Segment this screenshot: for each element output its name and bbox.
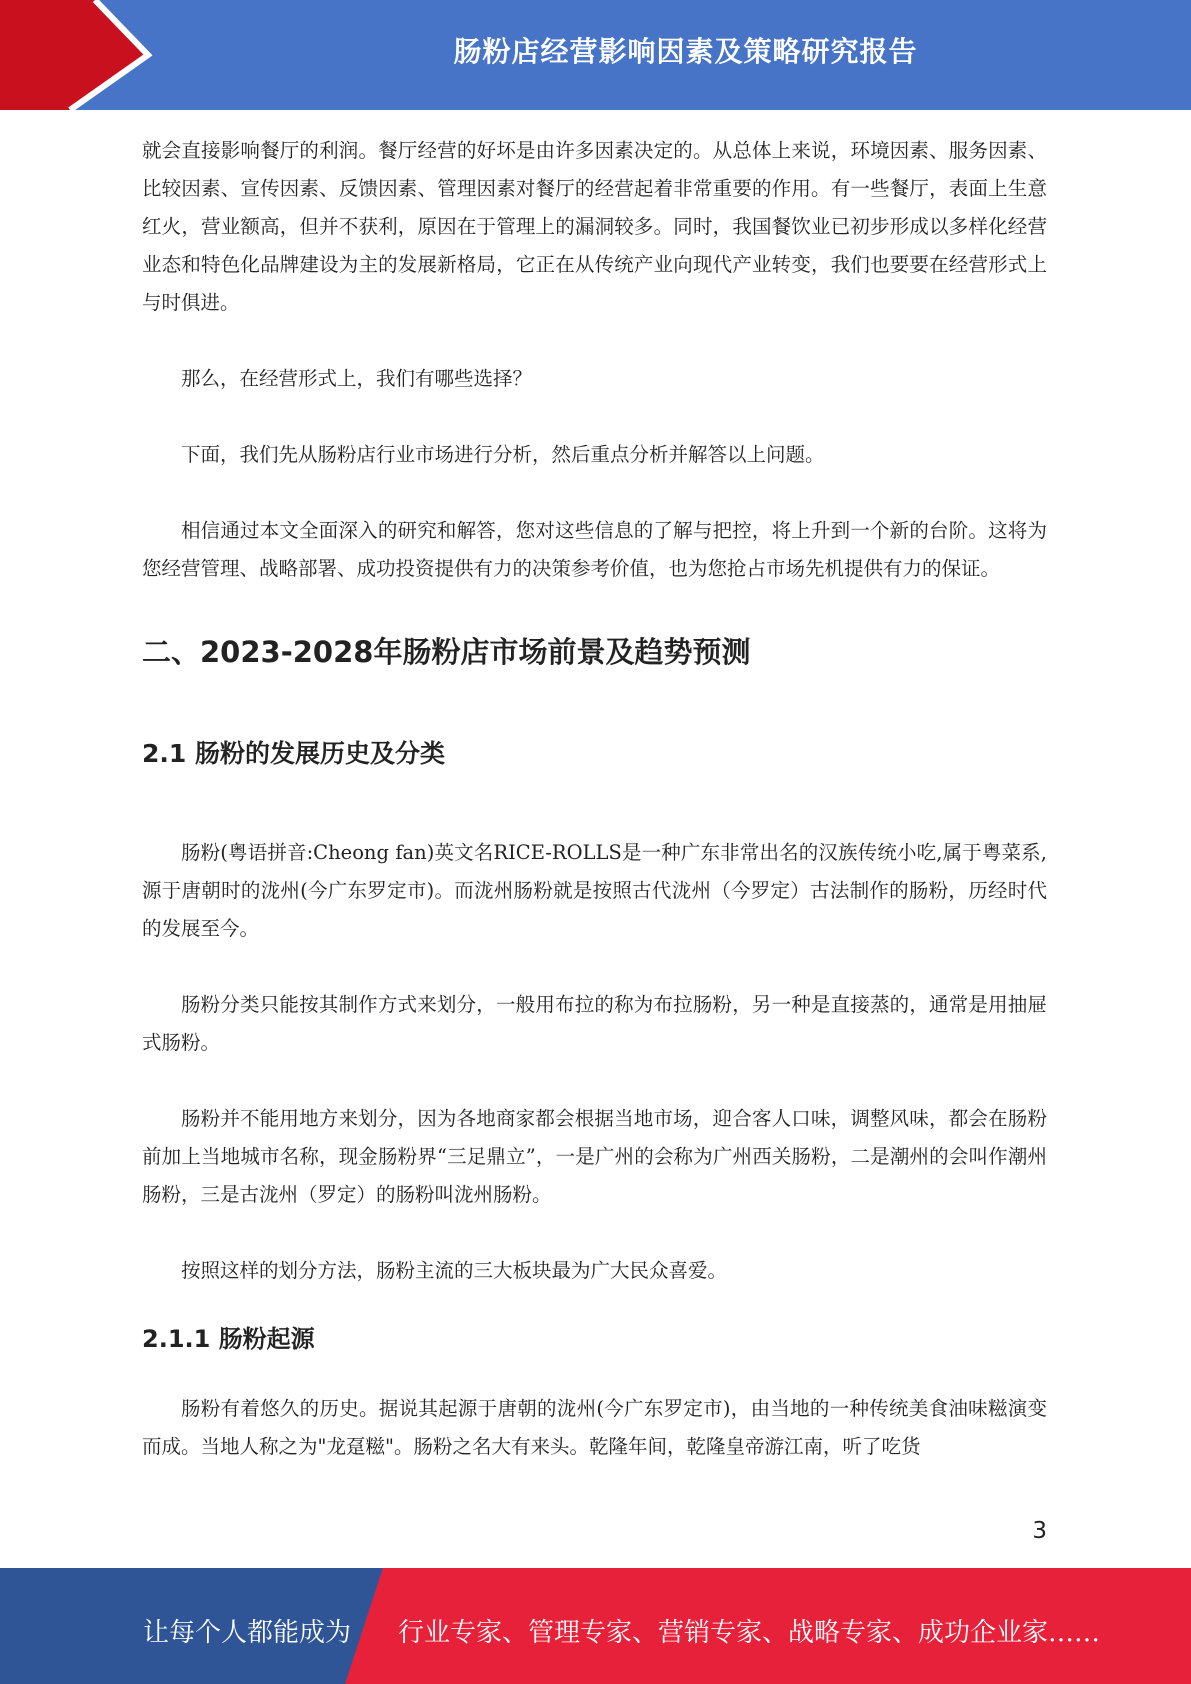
paragraph-region: 肠粉并不能用地方来划分，因为各地商家都会根据当地市场，迎合客人口味，调整风味，都会在肠粉前加上当地城市名称，现金肠粉界“三足鼎立”，一是广州的会称为广州西关肠粉，二是潮州的会叫作潮州肠粉，三是古泷州（罗定）的肠粉叫泷州肠粉。 — [142, 1107, 1047, 1206]
subsubsection-heading: 2.1.1 肠粉起源 — [142, 1325, 315, 1353]
footer-slogan-left: 让每个人都能成为 — [143, 1618, 352, 1648]
header-title: 肠粉店经营影响因素及策略研究报告 — [453, 35, 918, 68]
paragraph-origin: 肠粉有着悠久的历史。据说其起源于唐朝的泷州(今广东罗定市)，由当地的一种传统美食油味糍演变而成。当地人称之为"龙趸糍"。肠粉之名大有来头。乾隆年间，乾隆皇帝游江南，听了吃货 — [142, 1397, 1047, 1458]
paragraph-three-styles: 按照这样的划分方法，肠粉主流的三大板块最为广大民众喜爱。 — [181, 1259, 728, 1282]
page-footer — [0, 1568, 1191, 1684]
paragraph-definition: 肠粉(粤语拼音:Cheong fan)英文名RICE-ROLLS是一种广东非常出名的汉族传统小吃,属于粤菜系,源于唐朝时的泷州(今广东罗定市)。而泷州肠粉就是按照古代泷州（今罗定）古法制作的肠粉，历经时代的发展至今。 — [142, 841, 1047, 940]
document-body — [142, 132, 1047, 1466]
paragraph-next: 下面，我们先从肠粉店行业市场进行分析，然后重点分析并解答以上问题。 — [181, 443, 825, 466]
page-header — [0, 0, 1191, 110]
page-number: 3 — [1032, 1518, 1047, 1544]
paragraph-classification: 肠粉分类只能按其制作方式来划分，一般用布拉的称为布拉肠粉，另一种是直接蒸的，通常是用抽屉式肠粉。 — [142, 993, 1047, 1054]
section-heading: 二、2023-2028年肠粉店市场前景及趋势预测 — [142, 635, 751, 669]
paragraph-question: 那么，在经营形式上，我们有哪些选择？ — [181, 367, 533, 390]
paragraph-intro: 就会直接影响餐厅的利润。餐厅经营的好坏是由许多因素决定的。从总体上来说，环境因素、服务因素、比较因素、宣传因素、反馈因素、管理因素对餐厅的经营起着非常重要的作用。有一些餐厅，表面上生意红火，营业额高，但并不获利，原因在于管理上的漏洞较多。同时，我国餐饮业已初步形成以多样化经营业态和特色化品牌建设为主的发展新格局，它正在从传统产业向现代产业转变，我们也要要在经营形式上与时俱进。 — [142, 139, 1047, 314]
subsection-heading: 2.1 肠粉的发展历史及分类 — [142, 739, 445, 768]
paragraph-believe: 相信通过本文全面深入的研究和解答，您对这些信息的了解与把控，将上升到一个新的台阶。这将为您经营管理、战略部署、成功投资提供有力的决策参考价值，也为您抢占市场先机提供有力的保证。 — [142, 519, 1047, 580]
footer-slogan-right: 行业专家、管理专家、营销专家、战略专家、成功企业家…… — [398, 1618, 1101, 1648]
